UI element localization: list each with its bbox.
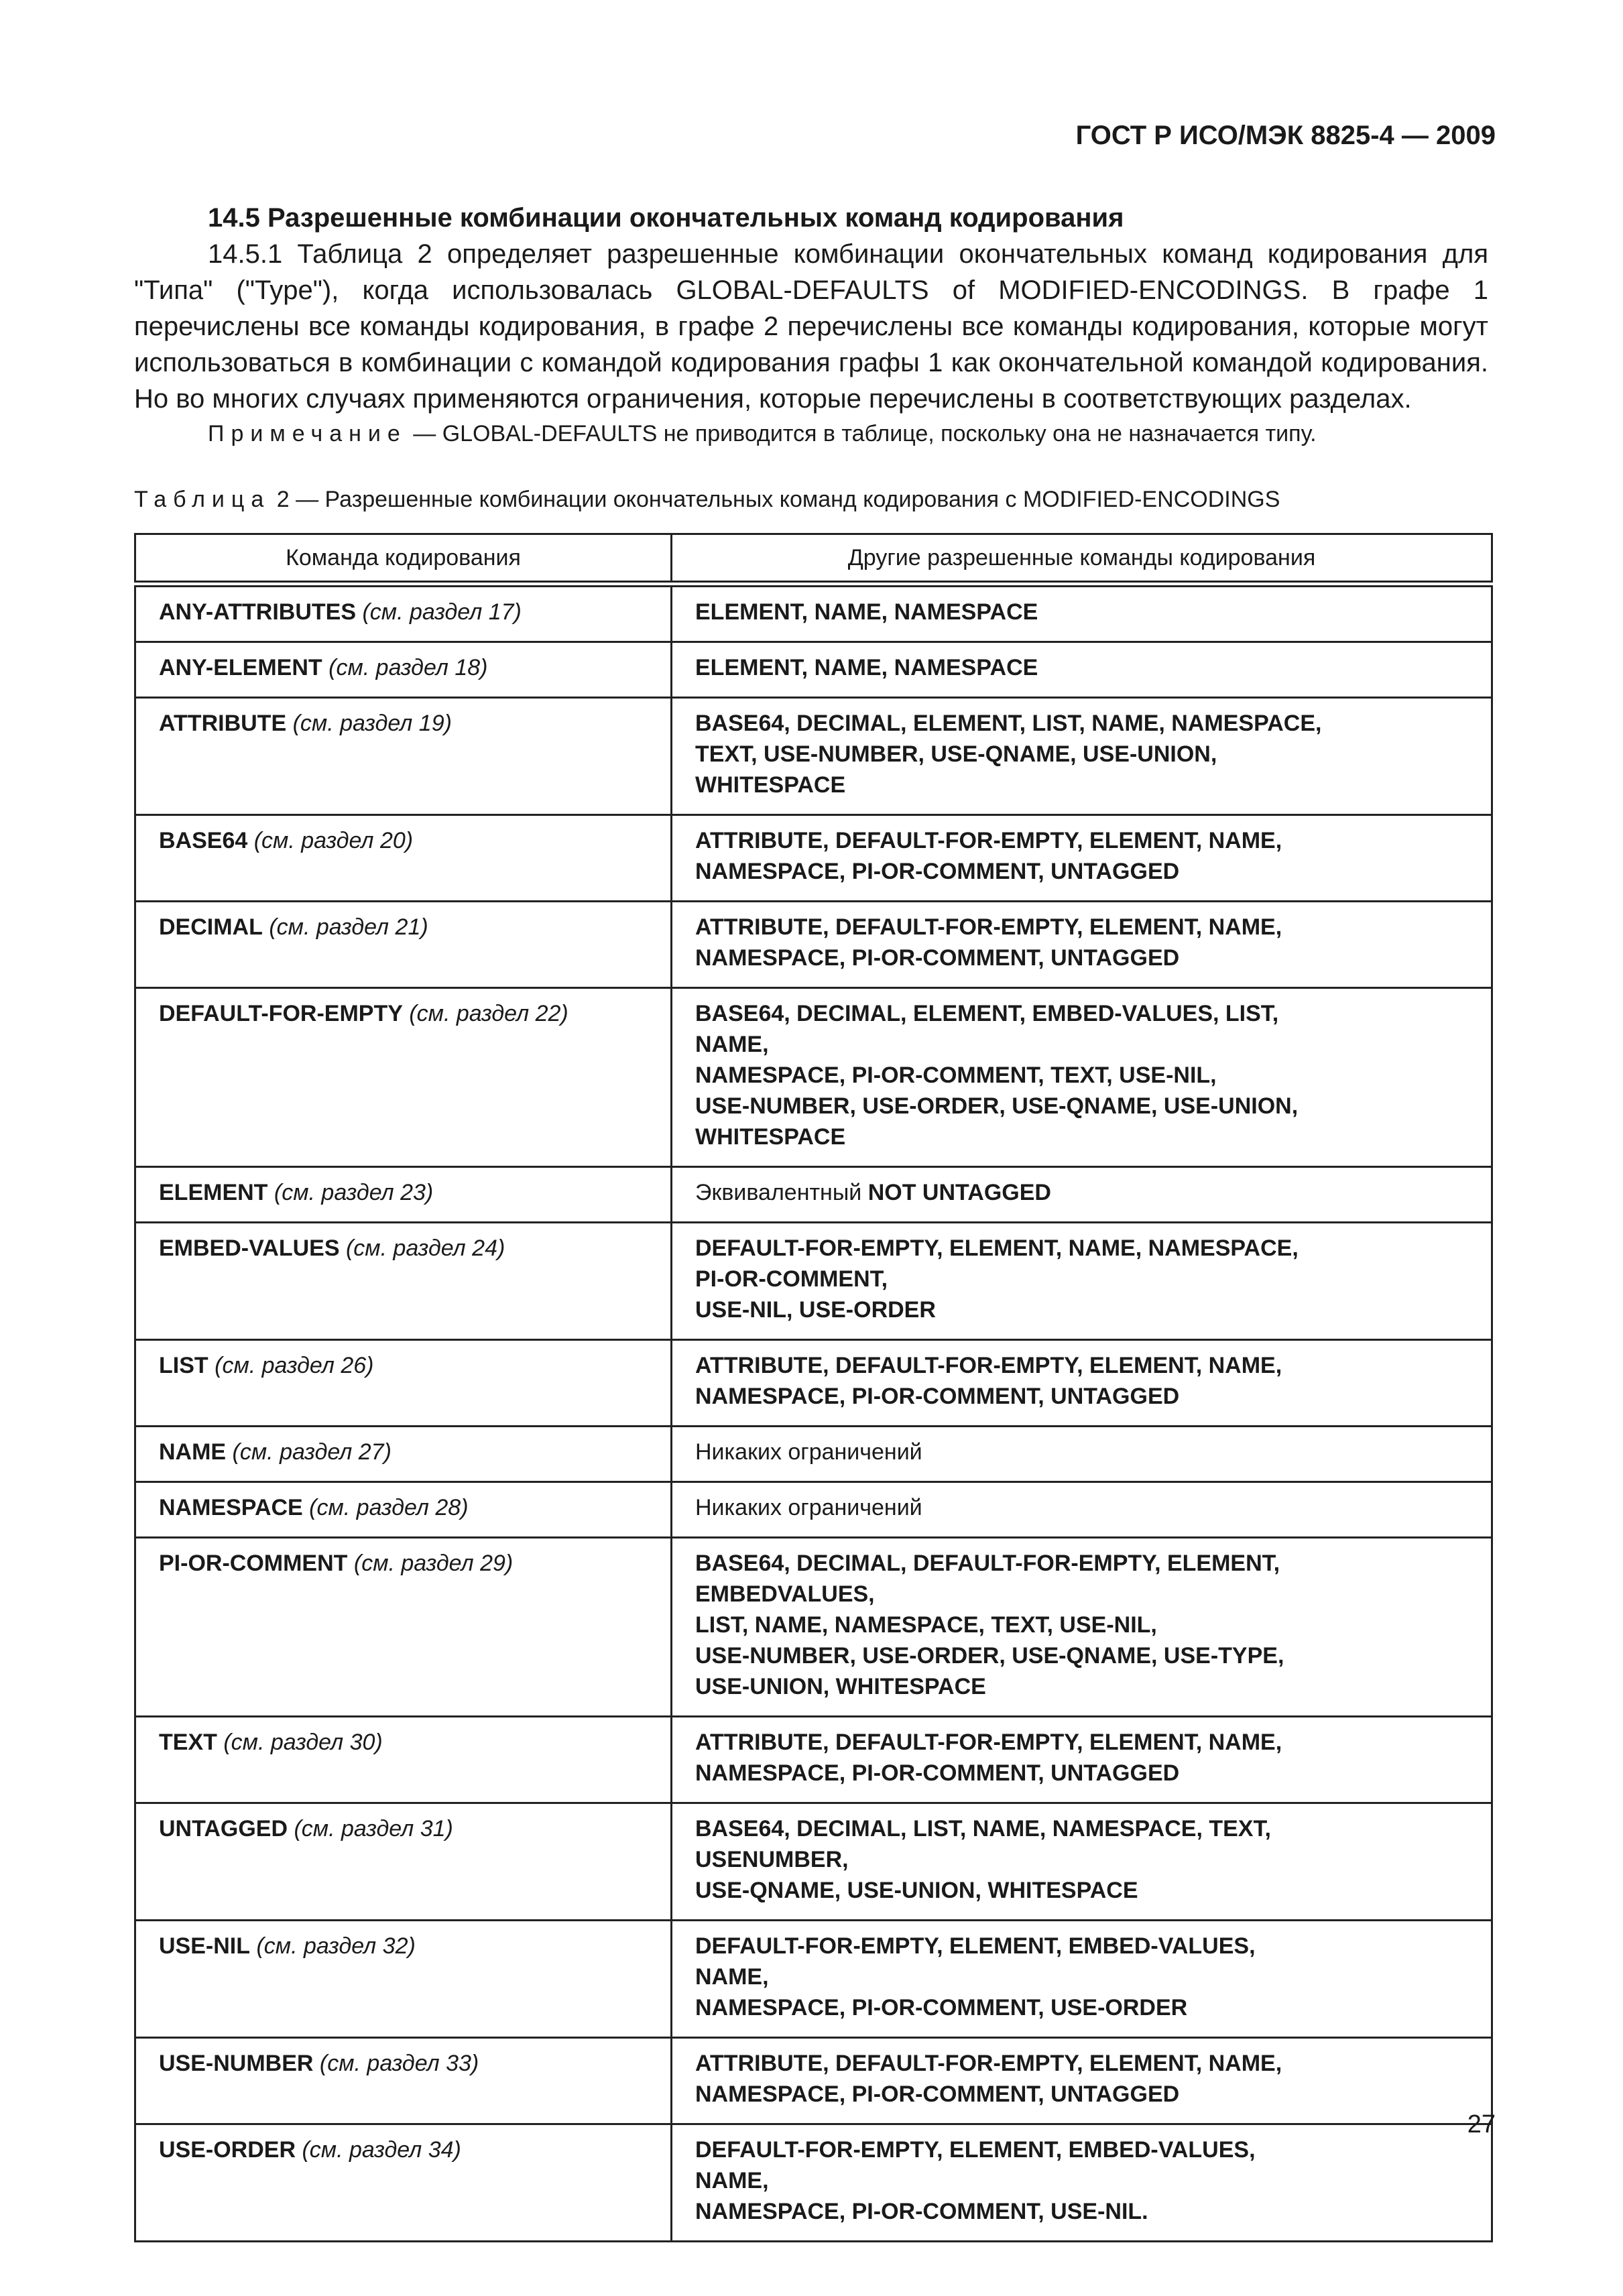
- command-name: DECIMAL: [159, 914, 263, 940]
- allowed-line: WHITESPACE: [695, 1124, 846, 1150]
- command-name: NAME: [159, 1439, 227, 1465]
- allowed-line: DEFAULT-FOR-EMPTY, ELEMENT, NAME, NAMESPACE,: [695, 1235, 1299, 1261]
- command-reference: (см. раздел 17): [356, 599, 522, 625]
- allowed-cell: [672, 1921, 1492, 2038]
- command-cell: [135, 1803, 672, 1921]
- allowed-line: ATTRIBUTE, DEFAULT-FOR-EMPTY, ELEMENT, NAME,: [695, 914, 1282, 940]
- allowed-line: NAMESPACE, PI-OR-COMMENT, UNTAGGED: [695, 945, 1180, 971]
- command-reference: (см. раздел 20): [247, 828, 414, 853]
- allowed-line: NAMESPACE, PI-OR-COMMENT, USE-NIL.: [695, 2199, 1148, 2224]
- command-reference: (см. раздел 33): [313, 2051, 479, 2076]
- table-caption-label: Таблица: [134, 487, 271, 512]
- allowed-line: Никаких ограничений: [695, 1439, 922, 1465]
- command-name: USE-NIL: [159, 1933, 250, 1959]
- table-row: [135, 1803, 1492, 1921]
- allowed-line: PI-OR-COMMENT,: [695, 1266, 888, 1292]
- command-cell: [135, 1167, 672, 1223]
- command-name: LIST: [159, 1353, 208, 1378]
- column-header-allowed: Другие разрешенные команды кодирования: [672, 534, 1492, 585]
- allowed-line: USE-NIL, USE-ORDER: [695, 1297, 936, 1323]
- command-cell: [135, 1482, 672, 1538]
- allowed-cell: [672, 1717, 1492, 1803]
- command-cell: [135, 988, 672, 1167]
- command-reference: (см. раздел 18): [322, 655, 488, 680]
- command-cell: [135, 1717, 672, 1803]
- command-reference: (см. раздел 29): [347, 1551, 514, 1576]
- table-caption: [134, 487, 1280, 513]
- allowed-line: USE-NUMBER, USE-ORDER, USE-QNAME, USE-UNION,: [695, 1093, 1299, 1119]
- note-label: Примечание: [208, 421, 407, 446]
- allowed-line: BASE64, DECIMAL, ELEMENT, LIST, NAME, NAMESPACE,: [695, 711, 1322, 736]
- allowed-line: EMBEDVALUES,: [695, 1581, 875, 1607]
- command-reference: (см. раздел 31): [288, 1816, 453, 1841]
- command-reference: (см. раздел 24): [339, 1235, 505, 1261]
- allowed-cell: [672, 584, 1492, 642]
- table-row: [135, 698, 1492, 815]
- table-row: [135, 1340, 1492, 1427]
- command-reference: (см. раздел 30): [217, 1730, 383, 1755]
- table-caption-text: 2 — Разрешенные комбинации окончательных команд кодирования с MODIFIED-ENCODINGS: [270, 487, 1280, 512]
- page-number: 27: [1467, 2110, 1496, 2138]
- allowed-line: ATTRIBUTE, DEFAULT-FOR-EMPTY, ELEMENT, NAME,: [695, 828, 1282, 853]
- command-name: UNTAGGED: [159, 1816, 288, 1841]
- column-header-command: Команда кодирования: [135, 534, 672, 585]
- allowed-line: Никаких ограничений: [695, 1495, 922, 1520]
- allowed-line: ATTRIBUTE, DEFAULT-FOR-EMPTY, ELEMENT, NAME,: [695, 2051, 1282, 2076]
- command-reference: (см. раздел 34): [296, 2137, 461, 2163]
- table-row: [135, 642, 1492, 698]
- allowed-line: ATTRIBUTE, DEFAULT-FOR-EMPTY, ELEMENT, NAME,: [695, 1353, 1282, 1378]
- allowed-line: ELEMENT, NAME, NAMESPACE: [695, 599, 1038, 625]
- allowed-line: NAME,: [695, 2168, 769, 2193]
- allowed-line: NAMESPACE, PI-OR-COMMENT, UNTAGGED: [695, 2081, 1180, 2107]
- command-name: TEXT: [159, 1730, 217, 1755]
- allowed-cell: [672, 1340, 1492, 1427]
- allowed-cell: [672, 1482, 1492, 1538]
- allowed-line: DEFAULT-FOR-EMPTY, ELEMENT, EMBED-VALUES,: [695, 1933, 1256, 1959]
- allowed-cell: [672, 902, 1492, 988]
- command-cell: [135, 1340, 672, 1427]
- command-name: ANY-ELEMENT: [159, 655, 322, 680]
- table-row: [135, 1717, 1492, 1803]
- table-row: [135, 815, 1492, 902]
- command-name: ELEMENT: [159, 1180, 268, 1205]
- allowed-line: NAMESPACE, PI-OR-COMMENT, UNTAGGED: [695, 1384, 1180, 1409]
- table-row: [135, 584, 1492, 642]
- allowed-line: USE-UNION, WHITESPACE: [695, 1674, 986, 1699]
- table-row: [135, 2124, 1492, 2242]
- allowed-line: BASE64, DECIMAL, DEFAULT-FOR-EMPTY, ELEMENT,: [695, 1551, 1280, 1576]
- allowed-cell: [672, 2124, 1492, 2242]
- command-reference: (см. раздел 19): [286, 711, 452, 736]
- allowed-cell: [672, 642, 1492, 698]
- command-cell: [135, 584, 672, 642]
- section-paragraph: 14.5.1 Таблица 2 определяет разрешенные комбинации окончательных команд кодирования для "Типа" ("Type"), когда использовалась GLOBAL-DEFAULTS of MODIFIED-ENCODINGS. В графе 1 перечислены все команды кодирования, в графе 2 перечислены все команды кодирования, которые могут использоваться в комбинации с командой кодирования графы 1 как окончательной командой кодирования. Но во многих случаях применяются ограничения, которые перечислены в соответствующих разделах.: [134, 239, 1488, 414]
- command-name: BASE64: [159, 828, 248, 853]
- command-name: NAMESPACE: [159, 1495, 303, 1520]
- command-reference: (см. раздел 22): [402, 1001, 568, 1026]
- table-row: [135, 1427, 1492, 1482]
- command-cell: [135, 1223, 672, 1340]
- command-reference: (см. раздел 32): [250, 1933, 416, 1959]
- allowed-cell: [672, 1803, 1492, 1921]
- allowed-cell: [672, 1223, 1492, 1340]
- command-name: ATTRIBUTE: [159, 711, 287, 736]
- allowed-line: NAMESPACE, PI-OR-COMMENT, USE-ORDER: [695, 1995, 1188, 2020]
- command-cell: [135, 1921, 672, 2038]
- table-row: [135, 1538, 1492, 1717]
- allowed-line: ATTRIBUTE, DEFAULT-FOR-EMPTY, ELEMENT, NAME,: [695, 1730, 1282, 1755]
- command-name: USE-NUMBER: [159, 2051, 314, 2076]
- allowed-line: ELEMENT, NAME, NAMESPACE: [695, 655, 1038, 680]
- allowed-cell: [672, 1167, 1492, 1223]
- allowed-line: BASE64, DECIMAL, ELEMENT, EMBED-VALUES, LIST,: [695, 1001, 1279, 1026]
- allowed-line: TEXT, USE-NUMBER, USE-QNAME, USE-UNION,: [695, 741, 1217, 767]
- allowed-line: NAMESPACE, PI-OR-COMMENT, UNTAGGED: [695, 859, 1180, 884]
- command-cell: [135, 2124, 672, 2242]
- note: [208, 421, 1317, 447]
- command-name: EMBED-VALUES: [159, 1235, 340, 1261]
- allowed-cell: [672, 1427, 1492, 1482]
- command-name: DEFAULT-FOR-EMPTY: [159, 1001, 403, 1026]
- allowed-line: DEFAULT-FOR-EMPTY, ELEMENT, EMBED-VALUES,: [695, 2137, 1256, 2163]
- allowed-cell: [672, 815, 1492, 902]
- allowed-line: LIST, NAME, NAMESPACE, TEXT, USE-NIL,: [695, 1612, 1157, 1638]
- allowed-line: USE-NUMBER, USE-ORDER, USE-QNAME, USE-TYPE,: [695, 1643, 1284, 1669]
- command-name: ANY-ATTRIBUTES: [159, 599, 357, 625]
- allowed-line: NAMESPACE, PI-OR-COMMENT, TEXT, USE-NIL,: [695, 1063, 1217, 1088]
- encoding-table: [134, 533, 1493, 2242]
- command-reference: (см. раздел 28): [302, 1495, 469, 1520]
- command-reference: (см. раздел 26): [208, 1353, 374, 1378]
- table-row: [135, 1167, 1492, 1223]
- allowed-line: USENUMBER,: [695, 1847, 849, 1872]
- command-reference: (см. раздел 23): [267, 1180, 434, 1205]
- command-reference: (см. раздел 27): [226, 1439, 392, 1465]
- allowed-cell: [672, 2038, 1492, 2124]
- note-text: — GLOBAL-DEFAULTS не приводится в таблице, поскольку она не назначается типу.: [406, 421, 1317, 446]
- allowed-line: NAME,: [695, 1032, 769, 1057]
- allowed-line: NAME,: [695, 1964, 769, 1990]
- section-block: [134, 200, 1488, 417]
- table-row: [135, 1223, 1492, 1340]
- document-header: ГОСТ Р ИСО/МЭК 8825-4 — 2009: [1075, 121, 1496, 150]
- command-reference: (см. раздел 21): [262, 914, 428, 940]
- command-cell: [135, 1538, 672, 1717]
- allowed-bold: NOT UNTAGGED: [867, 1180, 1051, 1205]
- command-cell: [135, 1427, 672, 1482]
- table-row: [135, 1921, 1492, 2038]
- allowed-cell: [672, 988, 1492, 1167]
- command-cell: [135, 642, 672, 698]
- command-cell: [135, 902, 672, 988]
- command-cell: [135, 2038, 672, 2124]
- command-cell: [135, 698, 672, 815]
- allowed-cell: [672, 1538, 1492, 1717]
- table-row: [135, 902, 1492, 988]
- allowed-prefix: Эквивалентный: [695, 1180, 868, 1205]
- allowed-line: NAMESPACE, PI-OR-COMMENT, UNTAGGED: [695, 1760, 1180, 1786]
- command-name: USE-ORDER: [159, 2137, 296, 2163]
- command-cell: [135, 815, 672, 902]
- section-title: 14.5 Разрешенные комбинации окончательных команд кодирования: [208, 203, 1124, 233]
- table-row: [135, 2038, 1492, 2124]
- allowed-line: WHITESPACE: [695, 772, 846, 798]
- allowed-line: BASE64, DECIMAL, LIST, NAME, NAMESPACE, TEXT,: [695, 1816, 1271, 1841]
- allowed-cell: [672, 698, 1492, 815]
- allowed-line: USE-QNAME, USE-UNION, WHITESPACE: [695, 1878, 1138, 1903]
- table-row: [135, 988, 1492, 1167]
- command-name: PI-OR-COMMENT: [159, 1551, 348, 1576]
- table-row: [135, 1482, 1492, 1538]
- table-header-row: [135, 534, 1492, 585]
